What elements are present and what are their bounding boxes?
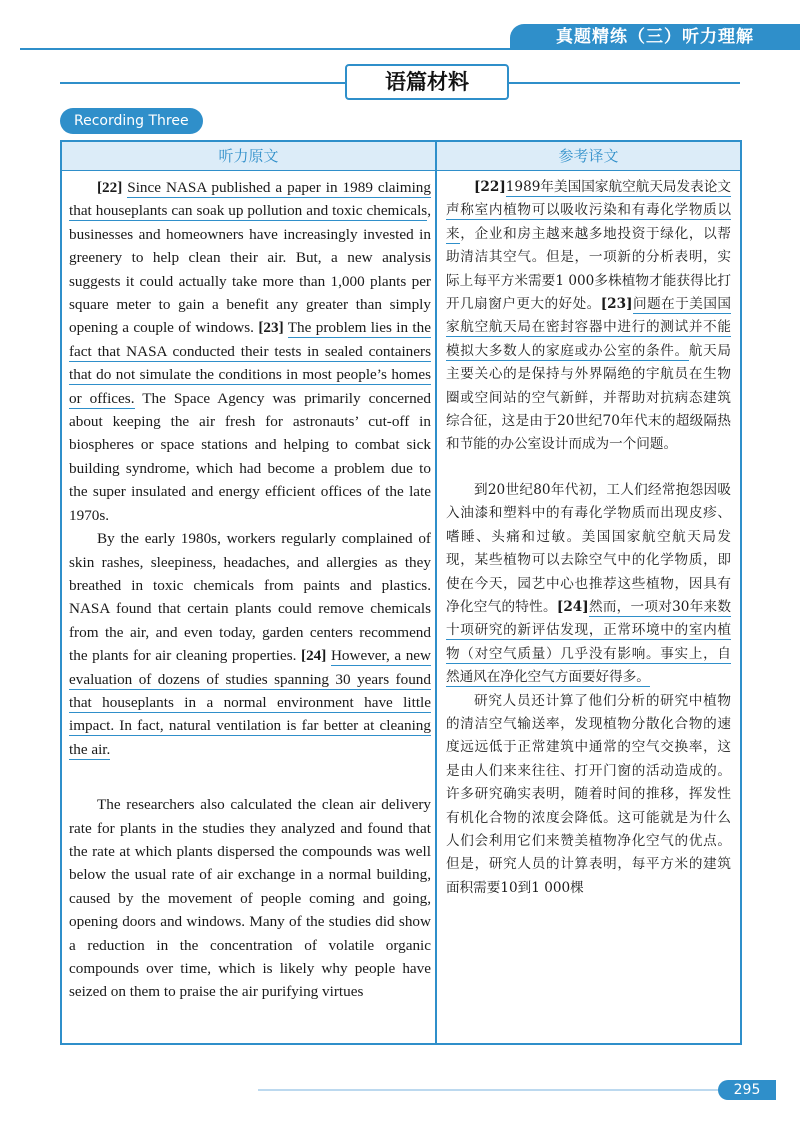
question-tag-23: [23] <box>600 296 633 313</box>
page-number: 295 <box>718 1080 776 1100</box>
transcript-text: The Space Agency was primarily concerned about keeping the air fresh for astronauts’ cut-off in biospheres or space stations and helping to combat sick building syndrome, which had become a problem due to the super insulated and energy efficient offices of the late 1970s. <box>69 389 431 524</box>
transcript-paragraph-3: The researchers also calculated the clean air delivery rate for plants in the studies they analyzed and found that the rate at which plants dispersed the compounds was well below the usual rate of air exchange in a normal building, caused by the movement of people coming and going, opening doors and windows. Many of the studies did show a reduction in the concentration of volatile organic compounds over time, which is likely why people have seized on them to praise the air purifying virtues <box>69 796 431 1001</box>
header-divider <box>62 170 740 171</box>
transcript-column <box>69 176 431 1004</box>
section-band <box>60 64 740 104</box>
key-sentence-23: 问题在于美国国家航空航天局在密封容器中进行的测试并不能模拟大多数人的家庭或办公室的条件。 <box>446 296 732 359</box>
translation-paragraph-1 <box>446 176 731 457</box>
transcript-paragraph-2 <box>69 527 431 761</box>
translation-text: 航天局主要关心的是保持与外界隔绝的宇航员在生物圈或空间站的空气新鲜，并帮助对抗病态建筑综合征，这是由于20世纪70年代末的超级隔热和节能的办公室设计而成为一个问题。 <box>446 342 732 453</box>
transcript-paragraph-1 <box>69 176 431 527</box>
translation-paragraph-3: 研究人员还计算了他们分析的研究中植物的清洁空气输送率，发现植物分散化合物的速度远远低于正常建筑中通常的空气交换率，这是由人们来来往往、打开门窗的活动造成的。许多研究确实表明，随着时间的推移，挥发性有机化合物的浓度会降低。这可能就是为什么人们会利用它们来赞美植物净化空气的优点。但是，研究人员的计算表明，每平方米的建筑面积需要10到1 000棵 <box>446 692 731 896</box>
translation-text: ，企业和房主越来越多地投资于绿化，以帮助清洁其空气。但是，一项新的分析表明，实际上每平方米需要1 000多株植物才能获得比打开几扇窗户更大的好处。 <box>446 225 732 313</box>
section-title: 语篇材料 <box>345 64 509 100</box>
key-sentence-24: However, a new evaluation of dozens of studies spanning 30 years found that houseplants in a normal environment have little impact. In fact, natural ventilation is far better at cleaning the air. <box>69 647 431 758</box>
translation-text: 到20世纪80年代初，工人们经常抱怨因吸入油漆和塑料中的有毒化学物质而出现皮疹、嗜睡、头痛和过敏。美国国家航空航天局发现，某些植物可以去除空气中的化学物质，即使在今天，园艺中心也推荐这些植物，因具有净化空气的特性。 <box>446 481 731 615</box>
key-sentence-23: The problem lies in the fact that NASA conducted their tests in sealed containers that do not simulate the conditions in most people’s homes or offices. <box>69 319 431 407</box>
column-header-transcript: 听力原文 <box>62 142 435 170</box>
page-header <box>0 0 800 52</box>
translation-column <box>446 176 731 900</box>
column-divider <box>435 140 437 1045</box>
transcript-text: , businesses and homeowners have increasingly invested in greenery to help clean their air. But, a new analysis suggests it could actually take more than 1,000 plants per square meter to gain a benefit any greater than simply opening a couple of windows. <box>69 202 431 337</box>
chapter-tab: 真题精练（三）听力理解 <box>510 24 800 50</box>
question-tag-23: [23] <box>258 319 284 337</box>
footer-rule <box>258 1089 718 1091</box>
translation-paragraph-2 <box>446 479 731 690</box>
question-tag-22: [22] <box>474 179 506 195</box>
question-tag-24: [24] <box>556 598 589 615</box>
column-header-translation: 参考译文 <box>437 142 740 170</box>
header-rule <box>20 48 510 50</box>
recording-label: Recording Three <box>60 108 203 134</box>
key-sentence-22: 1989年美国国家航空航天局发表论文声称室内植物可以吸收污染和有毒化学物质以来 <box>446 179 731 242</box>
transcript-text: By the early 1980s, workers regularly complained of skin rashes, sleepiness, headaches, and allergies as they breathed in toxic chemicals from paints and plastics. NASA found that certain plants could remove chemicals from the air, and even today, garden centers recommend the plants for air cleaning properties. <box>69 530 431 665</box>
key-sentence-24: 然而，一项对30年来数十项研究的新评估发现，正常环境中的室内植物（对空气质量）几乎没有影响。事实上，自然通风在净化空气方面要好得多。 <box>446 598 732 686</box>
key-sentence-22: Since NASA published a paper in 1989 claiming that houseplants can soak up pollution and toxic chemicals <box>69 179 431 220</box>
question-tag-22: [22] <box>97 179 123 196</box>
question-tag-24: [24] <box>301 647 327 665</box>
